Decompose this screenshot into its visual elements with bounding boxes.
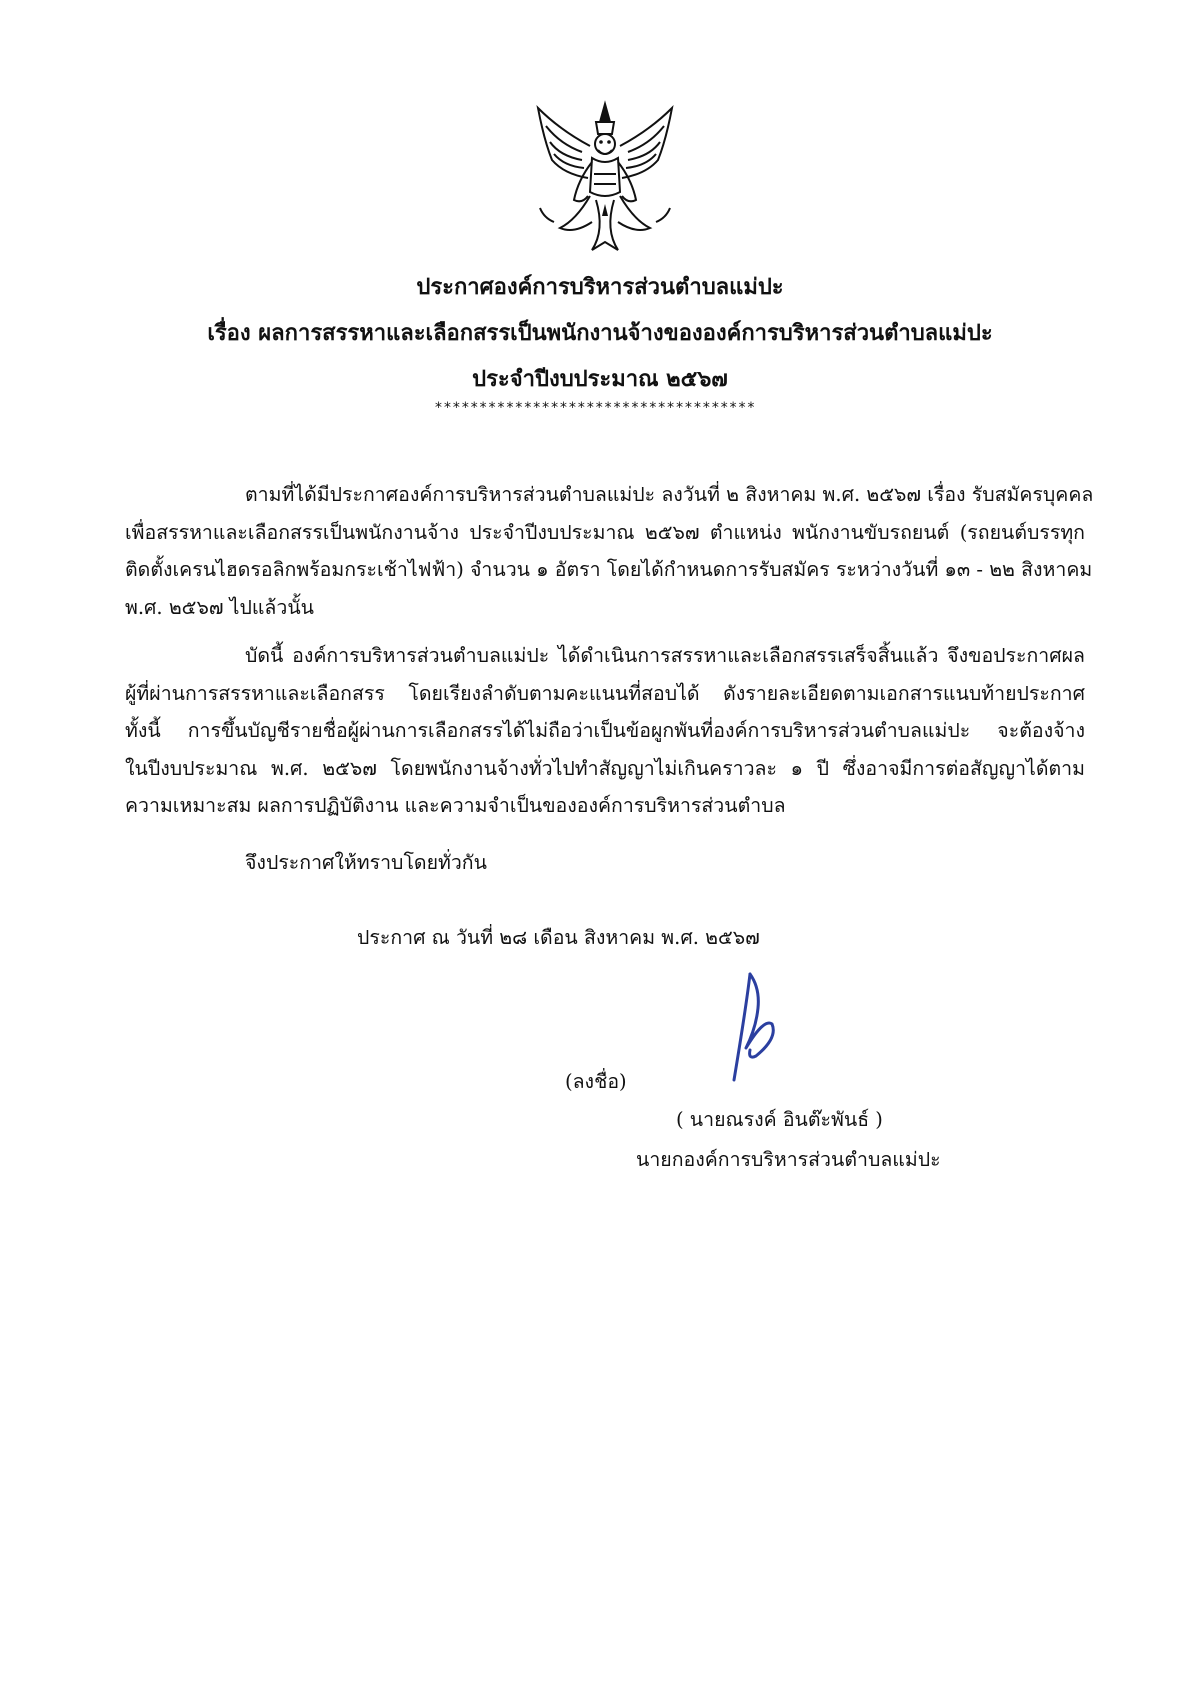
paragraph-1 (125, 476, 1094, 626)
announcement-date: ประกาศ ณ วันที่ ๒๘ เดือน สิงหาคม พ.ศ. ๒๕๖๗ (357, 926, 760, 949)
signer-position: นายกองค์การบริหารส่วนตำบลแม่ปะ (636, 1148, 941, 1171)
garuda-emblem-icon (530, 100, 680, 260)
title-line-subject: เรื่อง ผลการสรรหาและเลือกสรรเป็นพนักงานจ้างขององค์การบริหารส่วนตำบลแม่ปะ (207, 320, 993, 346)
title-line-1: ประกาศองค์การบริหารส่วนตำบลแม่ปะ (416, 274, 784, 300)
signer-name: ( นายณรงค์ อินต๊ะพันธ์ ) (676, 1108, 883, 1131)
signature-label: (ลงชื่อ) (565, 1070, 627, 1093)
paragraph-line: ทั้งนี้ การขึ้นบัญชีรายชื่อผู้ผ่านการเลือกสรรได้ไม่ถือว่าเป็นข้อผูกพันที่องค์การบริหารส่วนตำบลแม่ปะ จะต้องจ้าง (125, 719, 1085, 742)
announcement-title (160, 264, 1040, 402)
handwritten-signature (720, 968, 790, 1088)
paragraph-line: เพื่อสรรหาและเลือกสรรเป็นพนักงานจ้าง ประจำปีงบประมาณ ๒๕๖๗ ตำแหน่ง พนักงานขับรถยนต์ (รถยนต์บรรทุก (125, 520, 1085, 544)
title-line-fiscal-year: ประจำปีงบประมาณ ๒๕๖๗ (472, 366, 728, 392)
paragraph-line: บัดนี้ องค์การบริหารส่วนตำบลแม่ปะ ได้ดำเนินการสรรหาและเลือกสรรเสร็จสิ้นแล้ว จึงขอประกาศผล (245, 644, 1085, 667)
paragraph-line: พ.ศ. ๒๕๖๗ ไปแล้วนั้น (125, 595, 314, 619)
paragraph-line: ผู้ที่ผ่านการสรรหาและเลือกสรร โดยเรียงลำดับตามคะแนนที่สอบได้ ดังรายละเอียดตามเอกสารแนบท้ายประกาศ (125, 681, 1085, 705)
separator: ************************************ (434, 400, 756, 416)
paragraph-3: จึงประกาศให้ทราบโดยทั่วกัน (245, 851, 487, 874)
paragraph-line: ความเหมาะสม ผลการปฏิบัติงาน และความจำเป็นขององค์การบริหารส่วนตำบล (125, 794, 786, 817)
paragraph-line: ในปีงบประมาณ พ.ศ. ๒๕๖๗ โดยพนักงานจ้างทั่วไปทำสัญญาไม่เกินคราวละ ๑ ปี ซึ่งอาจมีการต่อสัญญาได้ตาม (125, 756, 1085, 780)
paragraph-line: ตามที่ได้มีประกาศองค์การบริหารส่วนตำบลแม่ปะ ลงวันที่ ๒ สิงหาคม พ.ศ. ๒๕๖๗ เรื่อง รับสมัครบุคคล (245, 483, 1094, 506)
paragraph-line: ติดตั้งเครนไฮดรอลิกพร้อมกระเช้าไฟฟ้า) จำนวน ๑ อัตรา โดยได้กำหนดการรับสมัคร ระหว่างวันที่ ๑๓ - ๒๒ สิงหาคม (125, 558, 1093, 581)
paragraph-2 (125, 637, 1085, 825)
